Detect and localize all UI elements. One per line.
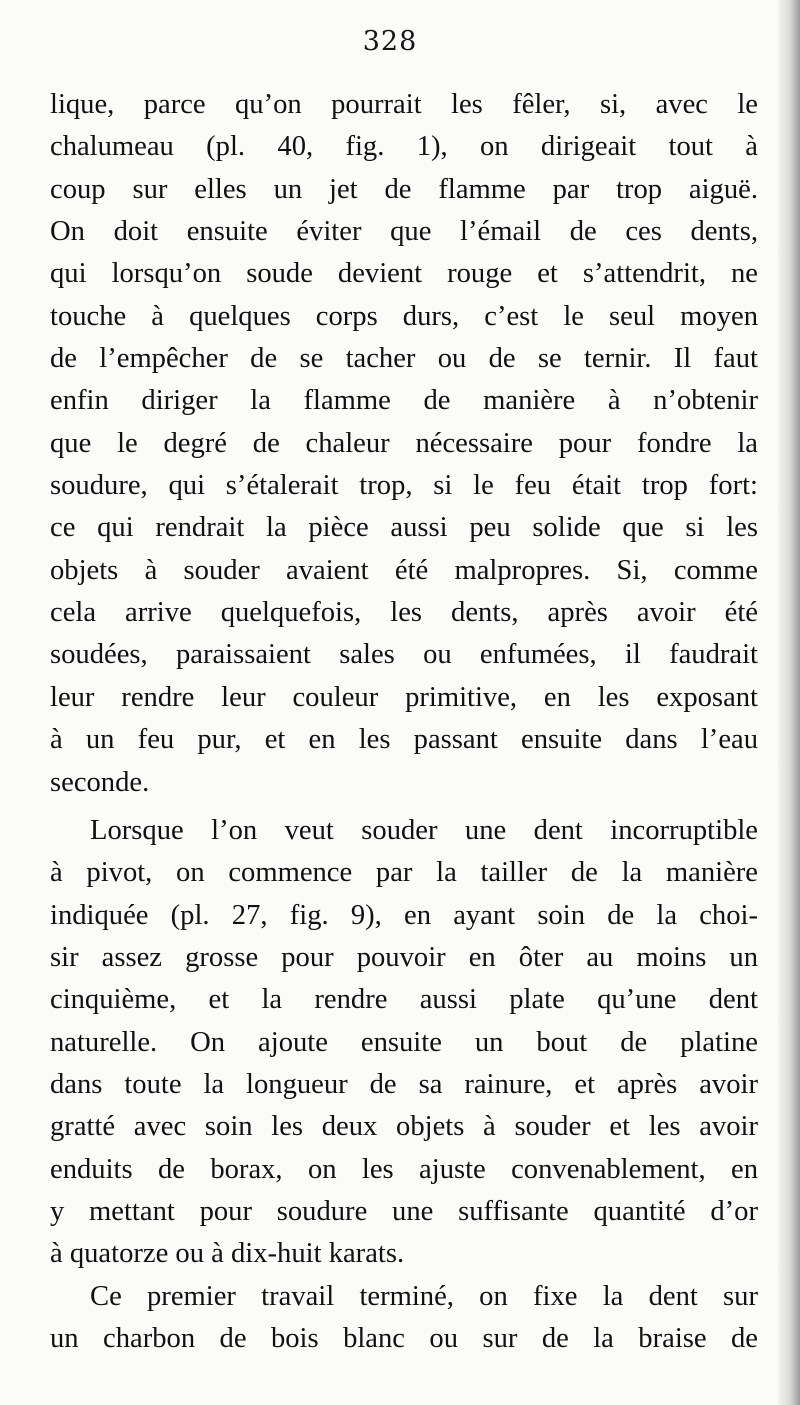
page-number: 328: [362, 26, 418, 57]
text-line: naturelle. On ajoute ensuite un bout de platine: [50, 1026, 758, 1058]
text-line: enduits de borax, on les ajuste convenablement, en: [50, 1153, 758, 1185]
text-line: sir assez grosse pour pouvoir en ôter au moins un: [50, 941, 758, 973]
page-edge-shadow: [778, 0, 800, 1405]
text-line: y mettant pour soudure une suffisante quantité d’or: [50, 1195, 758, 1227]
paragraph-first-line: Lorsque l’on veut souder une dent incorruptible: [90, 814, 758, 846]
text-line: cinquième, et la rendre aussi plate qu’une dent: [50, 984, 758, 1016]
paragraph-end-line: seconde.: [50, 766, 150, 798]
paragraph-first-line: Ce premier travail terminé, on fixe la dent sur: [90, 1280, 758, 1312]
text-line: un charbon de bois blanc ou sur de la braise de: [50, 1322, 758, 1354]
text-line: ce qui rendrait la pièce aussi peu solide que si les: [50, 512, 758, 544]
text-line: dans toute la longueur de sa rainure, et après avoir: [50, 1068, 758, 1100]
text-line: objets à souder avaient été malpropres. Si, comme: [50, 554, 758, 586]
text-line: à pivot, on commence par la tailler de la manière: [50, 857, 758, 889]
text-line: touche à quelques corps durs, c’est le seul moyen: [50, 300, 758, 332]
text-line: que le degré de chaleur nécessaire pour fondre la: [50, 427, 758, 459]
paragraph-end-line: à quatorze ou à dix-huit karats.: [50, 1238, 405, 1270]
text-line: chalumeau (pl. 40, fig. 1), on dirigeait tout à: [50, 131, 758, 163]
text-line: à un feu pur, et en les passant ensuite dans l’eau: [50, 724, 758, 756]
text-line: gratté avec soin les deux objets à souder et les avoir: [50, 1111, 758, 1143]
text-line: leur rendre leur couleur primitive, en les exposant: [50, 681, 758, 713]
text-line: soudées, paraissaient sales ou enfumées, il faudrait: [50, 639, 758, 671]
body-text: [50, 84, 758, 1360]
text-line: qui lorsqu’on soude devient rouge et s’attendrit, ne: [50, 258, 758, 290]
text-line: coup sur elles un jet de flamme par trop aiguë.: [50, 173, 758, 205]
text-line: indiquée (pl. 27, fig. 9), en ayant soin de la choi-: [50, 899, 758, 931]
text-line: cela arrive quelquefois, les dents, après avoir été: [50, 597, 758, 629]
text-line: soudure, qui s’étalerait trop, si le feu était trop fort:: [50, 470, 758, 502]
text-line: de l’empêcher de se tacher ou de se ternir. Il faut: [50, 343, 758, 375]
text-line: On doit ensuite éviter que l’émail de ces dents,: [50, 216, 758, 248]
text-line: enfin diriger la flamme de manière à n’obtenir: [50, 385, 758, 417]
text-line: lique, parce qu’on pourrait les fêler, si, avec le: [50, 89, 758, 120]
